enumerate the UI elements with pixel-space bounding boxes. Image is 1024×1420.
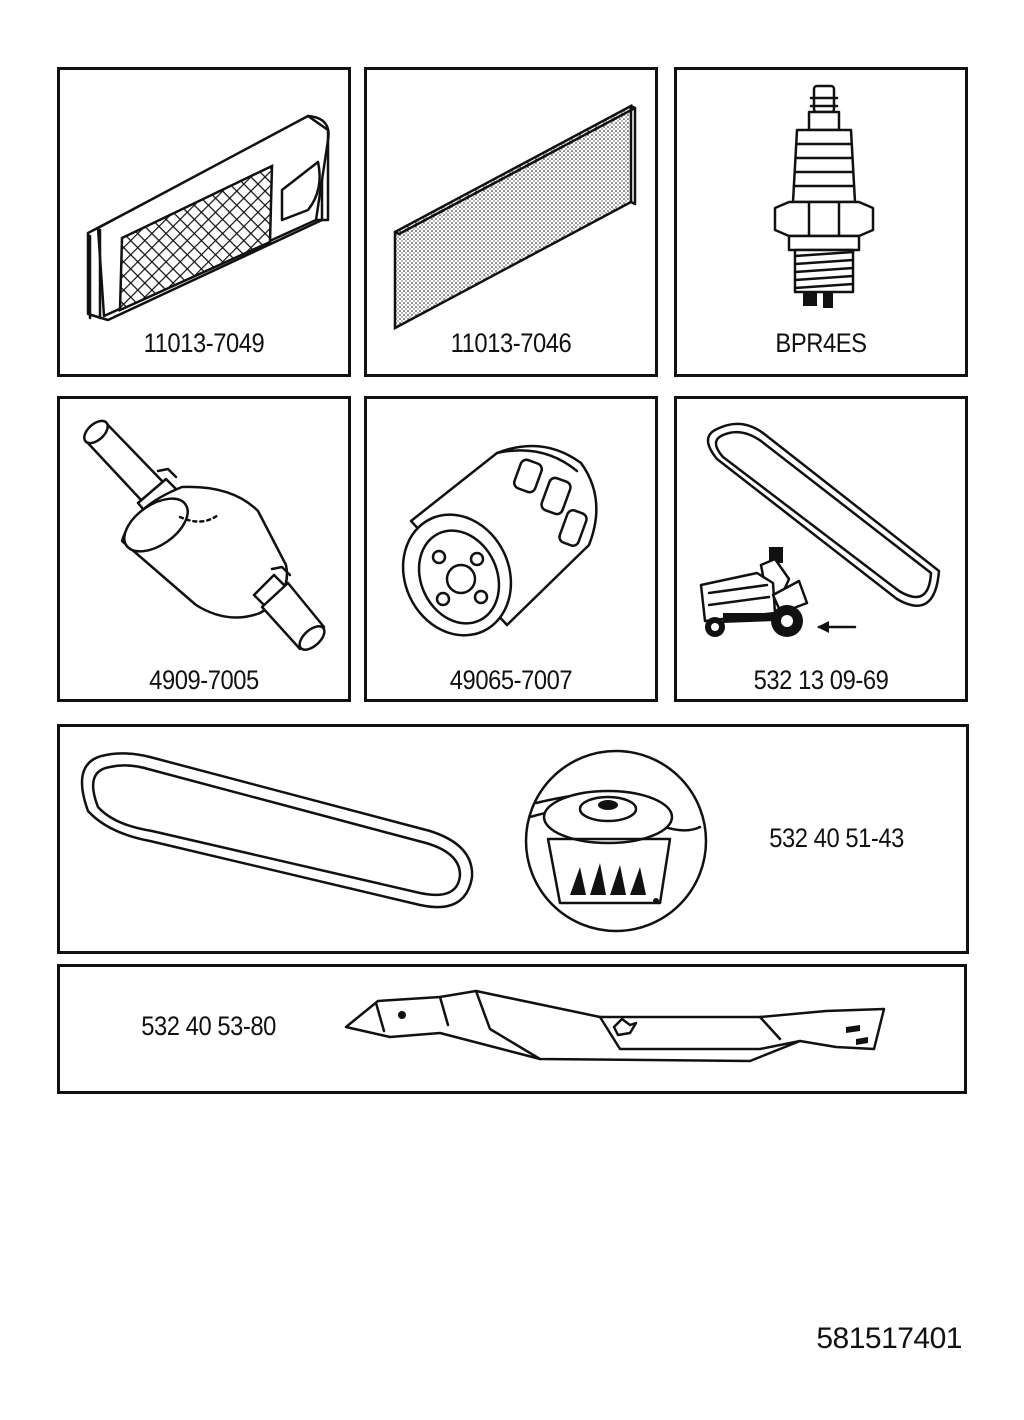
part-panel-drive-belt: [674, 396, 968, 702]
document-number: 581517401: [816, 1322, 962, 1355]
part-number-label: 532 40 53-80: [141, 1011, 276, 1041]
part-number-label: 49065-7007: [449, 665, 573, 695]
part-panel-air-filter: [57, 67, 351, 377]
fuel-filter-illustration: [60, 399, 354, 705]
tractor-icon: [701, 547, 807, 637]
part-panel-mower-belt-kit: [57, 724, 969, 954]
part-panel-oil-filter: [364, 396, 658, 702]
oil-filter-illustration: [367, 399, 661, 705]
part-panel-fuel-filter: [57, 396, 351, 702]
part-number-label: 11013-7049: [143, 328, 265, 358]
pulley-illustration: [526, 751, 706, 931]
part-number-label: 4909-7005: [149, 665, 259, 695]
part-number-label: 11013-7046: [450, 328, 572, 358]
part-panel-spark-plug: [674, 67, 968, 377]
part-panel-pre-filter: [364, 67, 658, 377]
drive-belt-illustration: [677, 399, 971, 705]
part-number-label: 532 40 51-43: [769, 823, 904, 853]
part-number-label: BPR4ES: [775, 328, 867, 358]
part-number-label: 532 13 09-69: [753, 665, 889, 695]
part-panel-blade: [57, 964, 967, 1094]
